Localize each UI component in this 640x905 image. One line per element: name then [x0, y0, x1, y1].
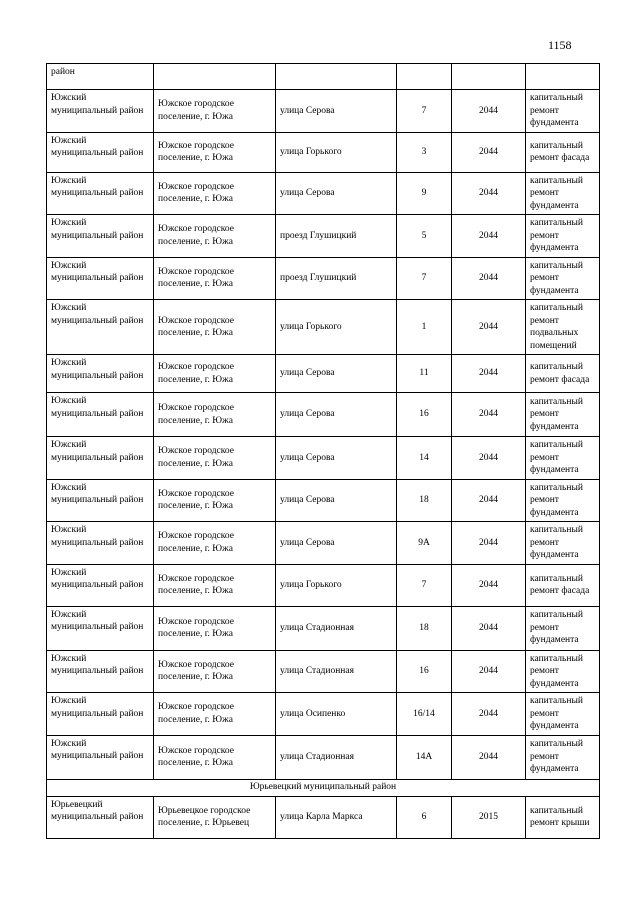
cell-district: Южский муниципальный район — [47, 735, 154, 779]
cell-year: 2044 — [452, 564, 526, 606]
cell-district: Южский муниципальный район — [47, 215, 154, 258]
cell-year: 2044 — [452, 650, 526, 693]
cell-street: улица Осипенко — [276, 693, 397, 736]
section-header-row — [47, 779, 600, 796]
cell-year: 2044 — [452, 522, 526, 565]
table-row-continued — [47, 64, 600, 90]
cell-district: Южский муниципальный район — [47, 355, 154, 393]
cell-street: улица Серова — [276, 522, 397, 565]
cell-year: 2044 — [452, 393, 526, 437]
cell-year — [452, 64, 526, 90]
table-row — [47, 393, 600, 437]
cell-street: улица Стадионная — [276, 606, 397, 650]
cell-work: капитальный ремонт фундамента — [526, 522, 600, 565]
cell-street: улица Серова — [276, 437, 397, 480]
table-row — [47, 479, 600, 522]
table-row — [47, 437, 600, 480]
cell-year: 2044 — [452, 172, 526, 215]
cell-house: 16 — [397, 393, 452, 437]
table-row — [47, 172, 600, 215]
cell-house: 16/14 — [397, 693, 452, 736]
cell-house: 14 — [397, 437, 452, 480]
cell-house: 5 — [397, 215, 452, 258]
cell-year: 2044 — [452, 90, 526, 133]
cell-street: улица Стадионная — [276, 735, 397, 779]
cell-work: капитальный ремонт фундамента — [526, 257, 600, 300]
cell-work: капитальный ремонт фасада — [526, 564, 600, 606]
cell-work: капитальный ремонт фундамента — [526, 735, 600, 779]
cell-year: 2044 — [452, 257, 526, 300]
cell-house: 9 — [397, 172, 452, 215]
cell-settlement — [154, 64, 276, 90]
cell-settlement: Южское городское поселение, г. Южа — [154, 522, 276, 565]
cell-house: 1 — [397, 300, 452, 355]
cell-settlement: Южское городское поселение, г. Южа — [154, 300, 276, 355]
cell-year: 2044 — [452, 606, 526, 650]
page-number: 1158 — [548, 38, 572, 52]
cell-work: капитальный ремонт фундамента — [526, 650, 600, 693]
cell-street: улица Карла Маркса — [276, 796, 397, 838]
cell-settlement: Южское городское поселение, г. Южа — [154, 650, 276, 693]
cell-street: улица Серова — [276, 172, 397, 215]
cell-house: 3 — [397, 132, 452, 172]
cell-year: 2044 — [452, 693, 526, 736]
cell-year: 2044 — [452, 300, 526, 355]
cell-street: улица Серова — [276, 355, 397, 393]
cell-year: 2044 — [452, 437, 526, 480]
cell-street: улица Горького — [276, 300, 397, 355]
cell-work — [526, 64, 600, 90]
cell-work: капитальный ремонт фундамента — [526, 606, 600, 650]
cell-street: проезд Глушицкий — [276, 257, 397, 300]
cell-settlement: Южское городское поселение, г. Южа — [154, 437, 276, 480]
cell-house — [397, 64, 452, 90]
repair-schedule-table — [46, 63, 600, 839]
cell-house: 6 — [397, 796, 452, 838]
cell-year: 2044 — [452, 735, 526, 779]
section-title: Юрьевецкий муниципальный район — [47, 779, 600, 796]
cell-work: капитальный ремонт фасада — [526, 132, 600, 172]
cell-district: Южский муниципальный район — [47, 172, 154, 215]
cell-district: Южский муниципальный район — [47, 693, 154, 736]
table-row — [47, 257, 600, 300]
cell-settlement: Южское городское поселение, г. Южа — [154, 215, 276, 258]
cell-settlement: Южское городское поселение, г. Южа — [154, 735, 276, 779]
cell-district: Южский муниципальный район — [47, 257, 154, 300]
cell-settlement: Южское городское поселение, г. Южа — [154, 172, 276, 215]
cell-street: улица Горького — [276, 132, 397, 172]
cell-district: Южский муниципальный район — [47, 90, 154, 133]
cell-work: капитальный ремонт фасада — [526, 355, 600, 393]
cell-year: 2015 — [452, 796, 526, 838]
cell-work: капитальный ремонт фундамента — [526, 479, 600, 522]
cell-work: капитальный ремонт фундамента — [526, 172, 600, 215]
cell-house: 18 — [397, 606, 452, 650]
cell-settlement: Юрьевецкое городское поселение, г. Юрьевец — [154, 796, 276, 838]
cell-district: Южский муниципальный район — [47, 564, 154, 606]
table-row — [47, 564, 600, 606]
cell-district: Южский муниципальный район — [47, 300, 154, 355]
table-row — [47, 606, 600, 650]
table-row — [47, 522, 600, 565]
cell-house: 16 — [397, 650, 452, 693]
cell-house: 18 — [397, 479, 452, 522]
cell-house: 7 — [397, 90, 452, 133]
cell-district: Южский муниципальный район — [47, 650, 154, 693]
cell-district: Южский муниципальный район — [47, 522, 154, 565]
table-row — [47, 132, 600, 172]
table-row — [47, 355, 600, 393]
table-row — [47, 300, 600, 355]
table-row — [47, 693, 600, 736]
cell-house: 14А — [397, 735, 452, 779]
cell-district: Южский муниципальный район — [47, 606, 154, 650]
cell-settlement: Южское городское поселение, г. Южа — [154, 132, 276, 172]
cell-work: капитальный ремонт фундамента — [526, 215, 600, 258]
cell-work: капитальный ремонт подвальных помещений — [526, 300, 600, 355]
table-row — [47, 90, 600, 133]
cell-year: 2044 — [452, 215, 526, 258]
table-row — [47, 215, 600, 258]
cell-district: Южский муниципальный район — [47, 132, 154, 172]
cell-work: капитальный ремонт фундамента — [526, 437, 600, 480]
cell-settlement: Южское городское поселение, г. Южа — [154, 606, 276, 650]
cell-work: капитальный ремонт фундамента — [526, 90, 600, 133]
cell-district: Юрьевецкий муниципальный район — [47, 796, 154, 838]
cell-street: улица Серова — [276, 393, 397, 437]
cell-street: проезд Глушицкий — [276, 215, 397, 258]
cell-work: капитальный ремонт фундамента — [526, 693, 600, 736]
cell-district: Южский муниципальный район — [47, 479, 154, 522]
cell-district: район — [47, 64, 154, 90]
cell-house: 7 — [397, 257, 452, 300]
cell-year: 2044 — [452, 479, 526, 522]
table-row — [47, 735, 600, 779]
cell-street — [276, 64, 397, 90]
cell-street: улица Серова — [276, 479, 397, 522]
cell-district: Южский муниципальный район — [47, 393, 154, 437]
cell-settlement: Южское городское поселение, г. Южа — [154, 479, 276, 522]
cell-year: 2044 — [452, 132, 526, 172]
cell-settlement: Южское городское поселение, г. Южа — [154, 693, 276, 736]
cell-settlement: Южское городское поселение, г. Южа — [154, 257, 276, 300]
cell-street: улица Серова — [276, 90, 397, 133]
cell-settlement: Южское городское поселение, г. Южа — [154, 355, 276, 393]
table-row — [47, 796, 600, 838]
cell-house: 9А — [397, 522, 452, 565]
cell-street: улица Стадионная — [276, 650, 397, 693]
cell-work: капитальный ремонт крыши — [526, 796, 600, 838]
cell-settlement: Южское городское поселение, г. Южа — [154, 564, 276, 606]
cell-work: капитальный ремонт фундамента — [526, 393, 600, 437]
cell-house: 7 — [397, 564, 452, 606]
cell-house: 11 — [397, 355, 452, 393]
cell-district: Южский муниципальный район — [47, 437, 154, 480]
cell-street: улица Горького — [276, 564, 397, 606]
cell-settlement: Южское городское поселение, г. Южа — [154, 393, 276, 437]
table-row — [47, 650, 600, 693]
cell-settlement: Южское городское поселение, г. Южа — [154, 90, 276, 133]
cell-year: 2044 — [452, 355, 526, 393]
